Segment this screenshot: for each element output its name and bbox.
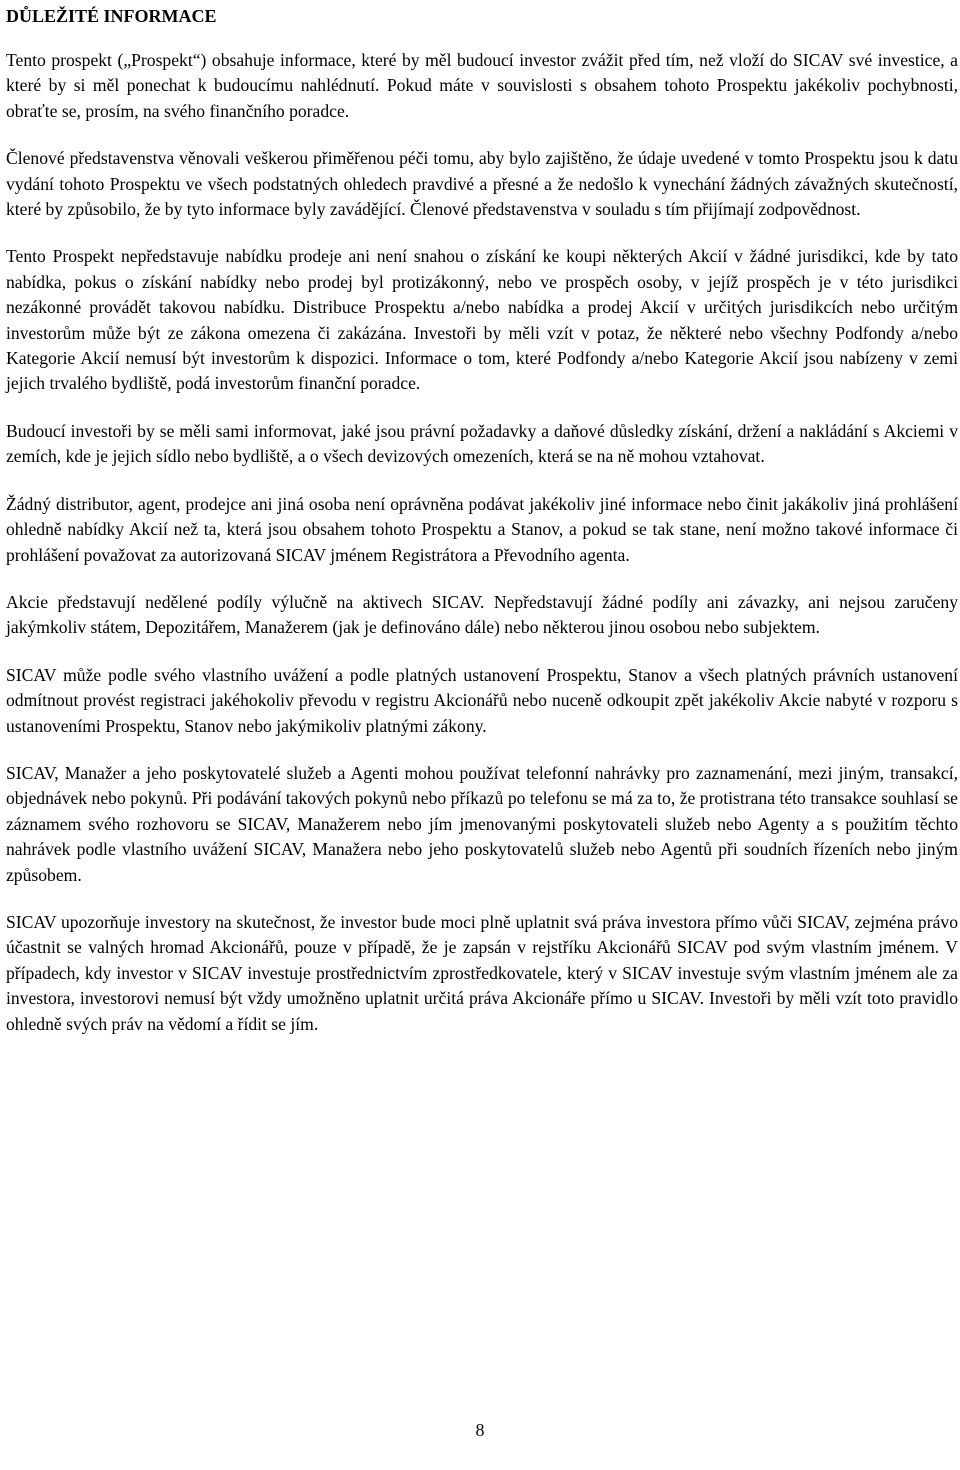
paragraph-offer-restrictions: Tento Prospekt nepředstavuje nabídku prodeje ani není snahou o získání ke koupi některých Akcií v žádné jurisdikci, kde by tato nabídka, pokus o získání nabídky nebo prodej byl protizákonný, nebo ve prospěch osoby, v jejíž prospěch je v této jurisdikci nezákonné provádět takovou nabídku. Distribuce Prospektu a/nebo nabídka a prodej Akcií v určitých jurisdikcích nebo určitým investorům může být ze zákona omezena či zakázána. Investoři by měli vzít v potaz, že některé nebo všechny Podfondy a/nebo Kategorie Akcií nemusí být investorům k dispozici. Informace o tom, které Podfondy a/nebo Kategorie Akcií jsou nabízeny v zemi jejich trvalého bydliště, podá investorům finanční poradce. bbox=[6, 246, 958, 394]
paragraph-shares-nature: Akcie představují nedělené podíly výlučně na aktivech SICAV. Nepředstavují žádné podíly ani závazky, ani nejsou zaručeny jakýmkoliv státem, Depozitářem, Manažerem (jak je definováno dále) nebo některou jinou osobou nebo subjektem. bbox=[6, 591, 958, 638]
paragraph-transfer-refusal: SICAV může podle svého vlastního uvážení a podle platných ustanovení Prospektu, Stanov a všech platných právních ustanovení odmítnout provést registraci jakéhokoliv převodu v registru Akcionářů nebo nuceně odkoupit zpět jakékoliv Akcie nabyté v rozporu s ustanoveními Prospektu, Stanov nebo jakýmikoliv platnými zákony. bbox=[6, 664, 958, 736]
paragraph-board-responsibility: Členové představenstva věnovali veškerou přiměřenou péči tomu, aby bylo zajištěno, že údaje uvedené v tomto Prospektu jsou k datu vydání tohoto Prospektu ve všech podstatných ohledech pravdivé a přesné a že nedošlo k vynechání žádných závažných skutečností, které by způsobilo, že by tyto informace byly zavádějící. Členové představenstva v souladu s tím přijímají zodpovědnost. bbox=[6, 148, 958, 220]
paragraph-telephone-recording: SICAV, Manažer a jeho poskytovatelé služeb a Agenti mohou používat telefonní nahrávky pro zaznamenání, mezi jiným, transakcí, objednávek nebo pokynů. Při podávání takových pokynů nebo příkazů po telefonu se má za to, že protistrana této transakce souhlasí se záznamem svého rozhovoru se SICAV, Manažerem nebo jím jmenovanými poskytovateli služeb nebo Agenty a s použitím těchto nahrávek podle vlastního uvážení SICAV, Manažera nebo jeho poskytovatelů služeb nebo Agentů při soudních řízeních nebo jiným způsobem. bbox=[6, 762, 958, 885]
paragraph-unauthorized-information: Žádný distributor, agent, prodejce ani jiná osoba není oprávněna podávat jakékoliv jiné informace nebo činit jakákoliv jiná prohlášení ohledně nabídky Akcií než ta, která jsou obsahem tohoto Prospektu a Stanov, a pokud se tak stane, není možno takové informace či prohlášení považovat za autorizovaná SICAV jménem Registrátora a Převodního agenta. bbox=[6, 493, 958, 565]
paragraph-intro: Tento prospekt („Prospekt“) obsahuje informace, které by měl budoucí investor zvážit před tím, než vloží do SICAV své investice, a které by si měl ponechat k budoucímu nahlédnutí. Pokud máte v souvislosti s obsahem tohoto Prospektu jakékoliv pochybnosti, obraťte se, prosím, na svého finančního poradce. bbox=[6, 50, 958, 121]
paragraph-investor-rights: SICAV upozorňuje investory na skutečnost, že investor bude moci plně uplatnit svá práva investora přímo vůči SICAV, zejména právo účastnit se valných hromad Akcionářů, pouze v případě, že je zapsán v rejstříku Akcionářů SICAV pod svým vlastním jménem. V případech, kdy investor v SICAV investuje prostřednictvím zprostředkovatele, který v SICAV investuje svým vlastním jménem ale za investora, investorovi nemusí být vždy umožněno uplatnit určitá práva Akcionáře přímo u SICAV. Investoři by měli vzít toto pravidlo ohledně svých práv na vědomí a řídit se jím. bbox=[6, 911, 958, 1034]
paragraph-investor-requirements: Budoucí investoři by se měli sami informovat, jaké jsou právní požadavky a daňové důsledky získání, držení a nakládání s Akciemi v zemích, kde je jejich sídlo nebo bydliště, a o všech devizových omezeních, která se na ně mohou vztahovat. bbox=[6, 420, 958, 467]
page-heading: DŮLEŽITÉ INFORMACE bbox=[6, 6, 217, 26]
page-number: 8 bbox=[475, 1420, 485, 1440]
